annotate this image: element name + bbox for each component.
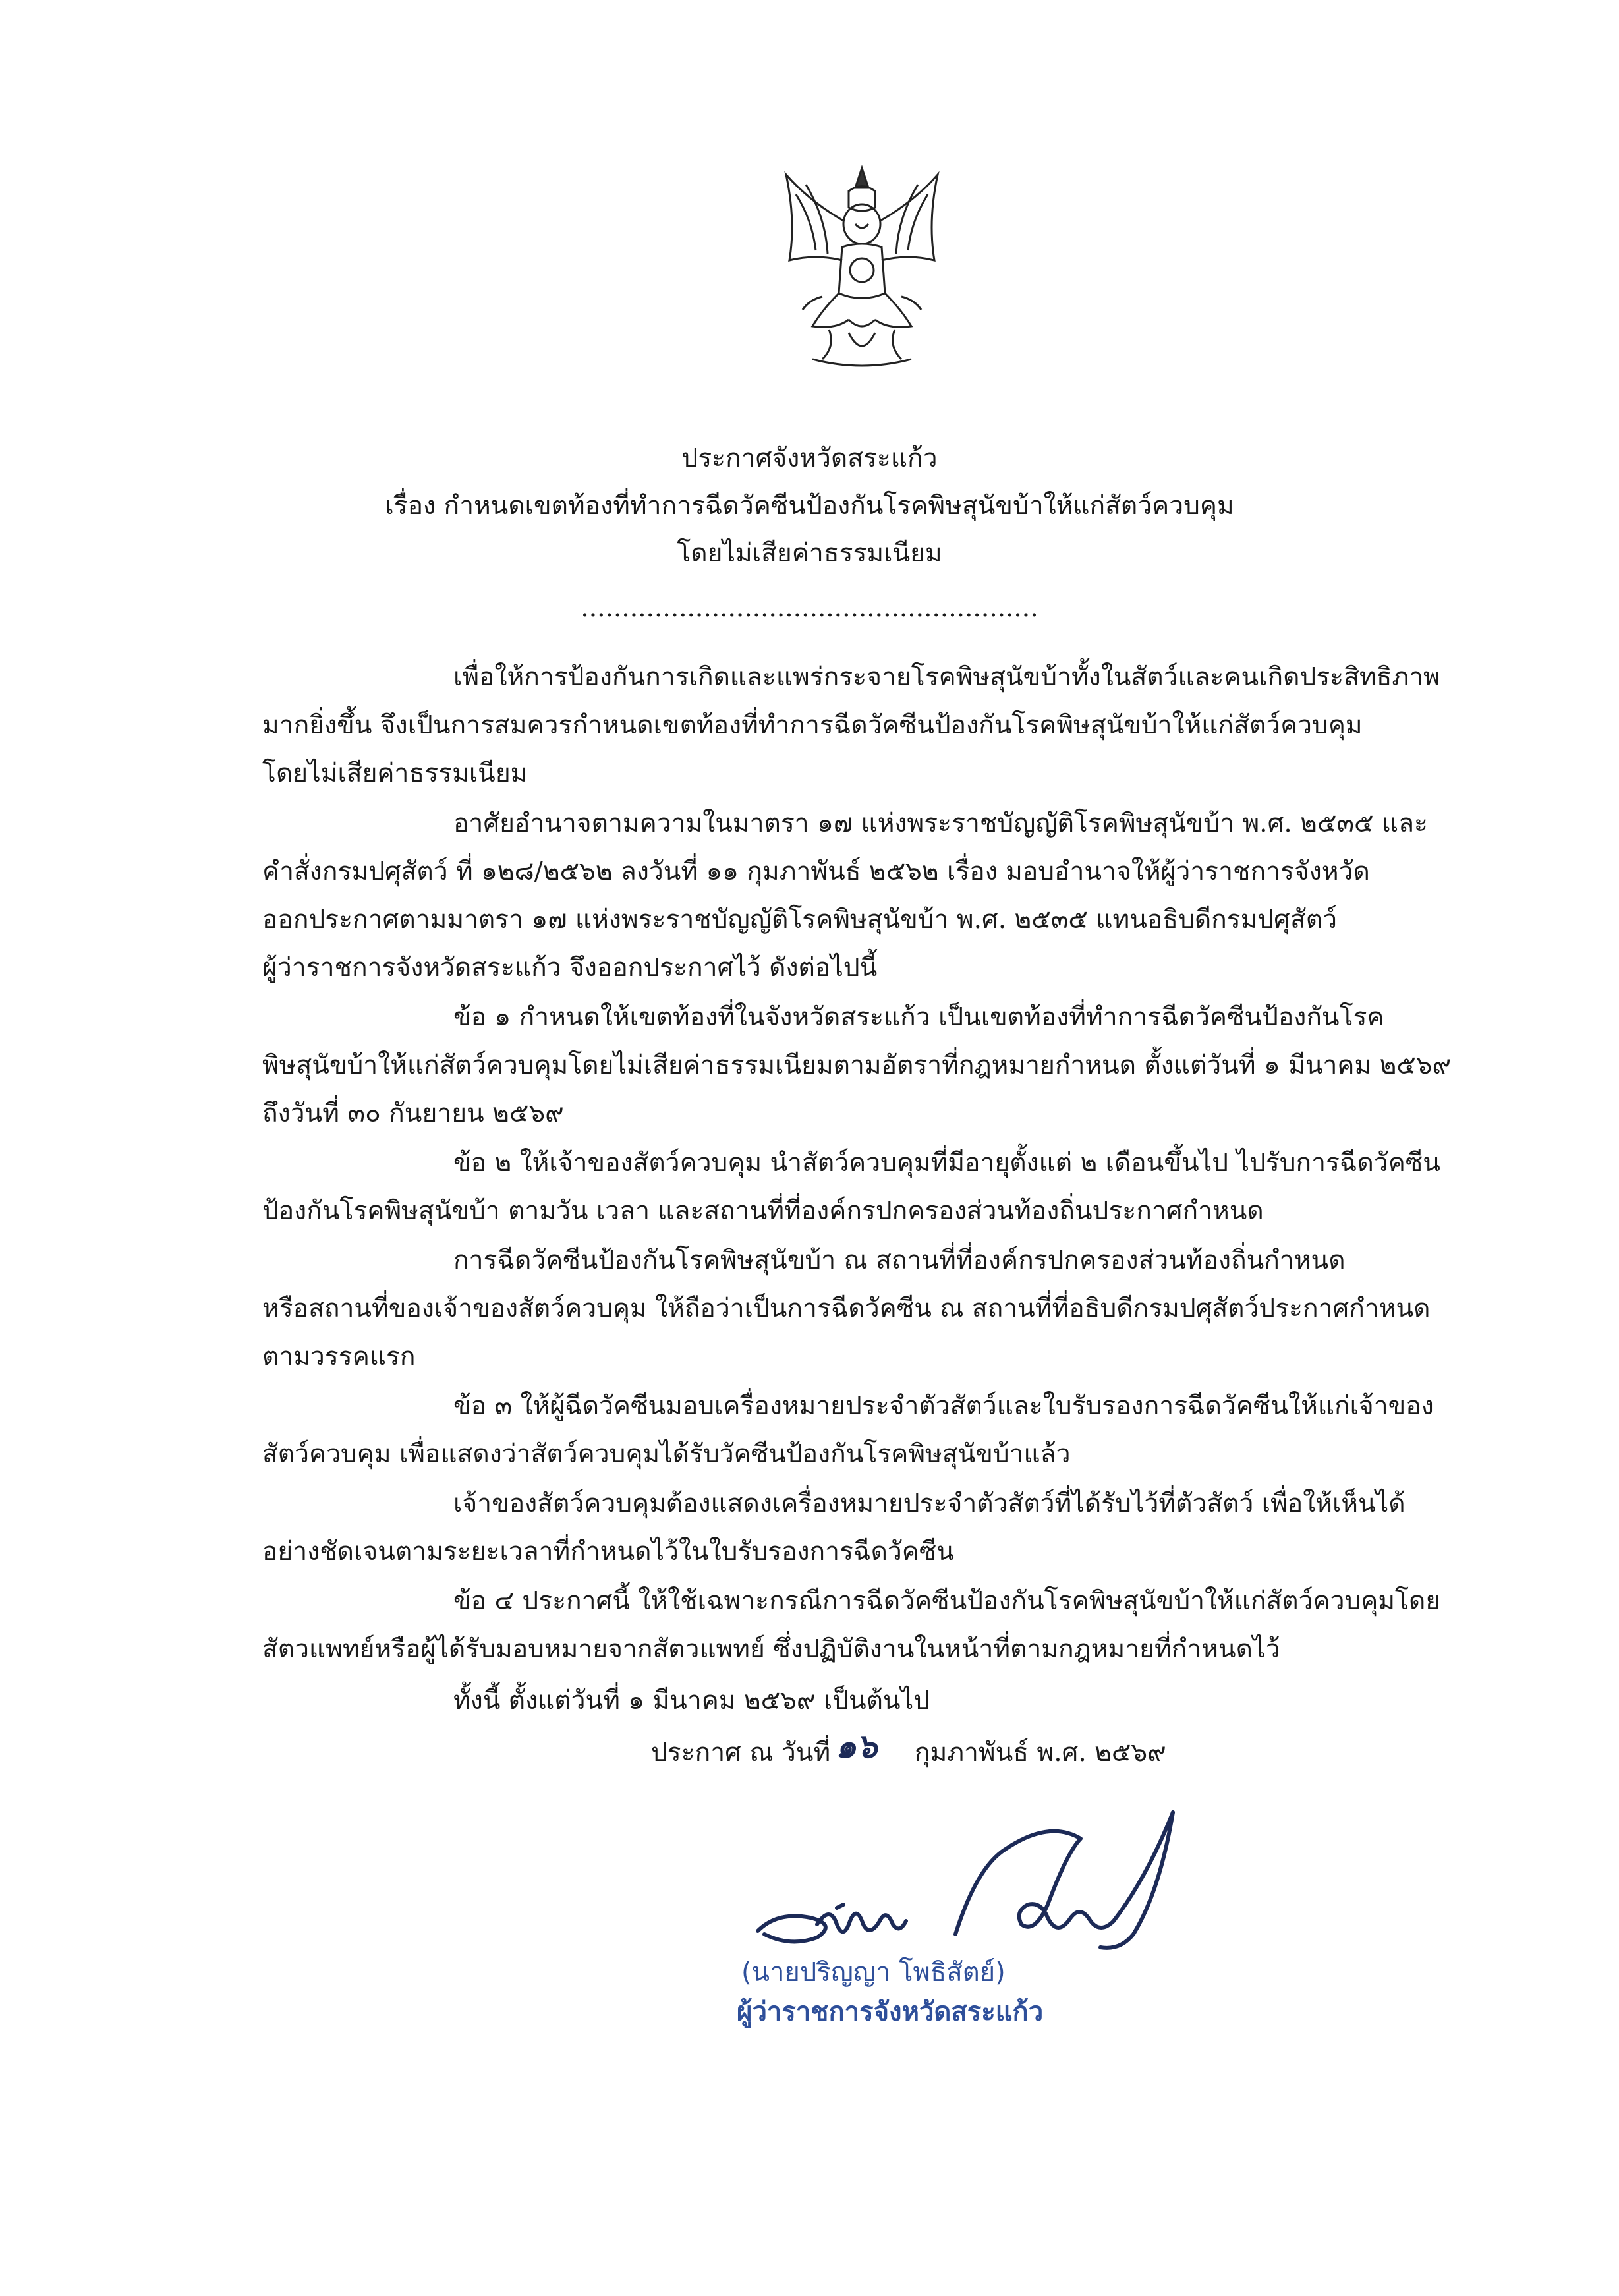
page-title: ประกาศจังหวัดสระแก้ว (681, 444, 938, 473)
body-text-line: เพื่อให้การป้องกันการเกิดและแพร่กระจายโรคพิษสุนัขบ้าทั้งในสัตว์และคนเกิดประสิทธิภาพ (453, 662, 1440, 692)
body-text-line: พิษสุนัขบ้าให้แก่สัตว์ควบคุมโดยไม่เสียค่าธรรมเนียมตามอัตราที่กฎหมายกำหนด ตั้งแต่วันที่ ๑ มีนาคม ๒๕๖๙ (262, 1050, 1452, 1080)
body-text-line: ข้อ ๔ ประกาศนี้ ให้ใช้เฉพาะกรณีการฉีดวัคซีนป้องกันโรคพิษสุนัขบ้าให้แก่สัตว์ควบคุมโดย (453, 1586, 1441, 1616)
body-text-line: หรือสถานที่ของเจ้าของสัตว์ควบคุม ให้ถือว่าเป็นการฉีดวัคซีน ณ สถานที่ที่อธิบดีกรมปศุสัตว์ประกาศกำหนด (262, 1294, 1431, 1323)
body-text-line: โดยไม่เสียค่าธรรมเนียม (262, 759, 528, 788)
body-text-line: ข้อ ๒ ให้เจ้าของสัตว์ควบคุม นำสัตว์ควบคุมที่มีอายุตั้งแต่ ๒ เดือนขึ้นไป ไปรับการฉีดวัคซีน (453, 1148, 1440, 1178)
announcement-date-prefix: ประกาศ ณ วันที่ (651, 1738, 831, 1767)
subject-line-2: โดยไม่เสียค่าธรรมเนียม (677, 538, 942, 568)
body-text-line: ข้อ ๓ ให้ผู้ฉีดวัคซีนมอบเครื่องหมายประจำตัวสัตว์และใบรับรองการฉีดวัคซีนให้แก่เจ้าของ (453, 1391, 1434, 1421)
effective-date-line: ทั้งนี้ ตั้งแต่วันที่ ๑ มีนาคม ๒๕๖๙ เป็นต้นไป (453, 1686, 930, 1715)
body-text-line: การฉีดวัคซีนป้องกันโรคพิษสุนัขบ้า ณ สถานที่ที่องค์กรปกครองส่วนท้องถิ่นกำหนด (453, 1246, 1346, 1275)
signatory-position: ผู้ว่าราชการจังหวัดสระแก้ว (737, 1997, 1044, 2027)
body-text-line: มากยิ่งขึ้น จึงเป็นการสมควรกำหนดเขตท้องที่ทำการฉีดวัคซีนป้องกันโรคพิษสุนัขบ้าให้แก่สัตว์ควบคุม (262, 710, 1363, 740)
body-text-line: อาศัยอำนาจตามความในมาตรา ๑๗ แห่งพระราชบัญญัติโรคพิษสุนัขบ้า พ.ศ. ๒๕๓๕ และ (453, 809, 1428, 838)
signatory-name: (นายปริญญา โพธิสัตย์) (741, 1957, 1006, 1988)
body-text-line: อย่างชัดเจนตามระยะเวลาที่กำหนดไว้ในใบรับรองการฉีดวัคซีน (262, 1537, 955, 1566)
body-text-line: ผู้ว่าราชการจังหวัดสระแก้ว จึงออกประกาศไว้ ดังต่อไปนี้ (262, 953, 878, 983)
body-text-line: เจ้าของสัตว์ควบคุมต้องแสดงเครื่องหมายประจำตัวสัตว์ที่ได้รับไว้ที่ตัวสัตว์ เพื่อให้เห็นได้ (453, 1489, 1406, 1518)
body-text-line: ป้องกันโรคพิษสุนัขบ้า ตามวัน เวลา และสถานที่ที่องค์กรปกครองส่วนท้องถิ่นประกาศกำหนด (262, 1196, 1264, 1226)
body-text-line: ออกประกาศตามมาตรา ๑๗ แห่งพระราชบัญญัติโรคพิษสุนัขบ้า พ.ศ. ๒๕๓๕ แทนอธิบดีกรมปศุสัตว์ (262, 905, 1337, 934)
subject-line-1: เรื่อง กำหนดเขตท้องที่ทำการฉีดวัคซีนป้องกันโรคพิษสุนัขบ้าให้แก่สัตว์ควบคุม (385, 491, 1234, 521)
header-divider: ........................................................ (581, 593, 1038, 623)
body-text-line: ถึงวันที่ ๓๐ กันยายน ๒๕๖๙ (262, 1099, 564, 1128)
handwritten-day: ๑๖ (836, 1727, 878, 1765)
body-text-line: คำสั่งกรมปศุสัตว์ ที่ ๑๒๘/๒๕๖๒ ลงวันที่ ๑๑ กุมภาพันธ์ ๒๕๖๒ เรื่อง มอบอำนาจให้ผู้ว่าราชการจังหวัด (262, 857, 1370, 886)
body-text-line: ข้อ ๑ กำหนดให้เขตท้องที่ในจังหวัดสระแก้ว เป็นเขตท้องที่ทำการฉีดวัคซีนป้องกันโรค (453, 1002, 1384, 1032)
body-text-line: สัตวแพทย์หรือผู้ได้รับมอบหมายจากสัตวแพทย์ ซึ่งปฏิบัติงานในหน้าที่ตามกฎหมายที่กำหนดไว้ (262, 1634, 1280, 1664)
body-text-line: ตามวรรคแรก (262, 1342, 416, 1371)
body-text-line: สัตว์ควบคุม เพื่อแสดงว่าสัตว์ควบคุมได้รับวัคซีนป้องกันโรคพิษสุนัขบ้าแล้ว (262, 1439, 1071, 1469)
handwritten-signature (738, 1793, 1212, 1964)
announcement-date-suffix: กุมภาพันธ์ พ.ศ. ๒๕๖๙ (915, 1738, 1166, 1767)
garuda-emblem-icon (750, 161, 974, 386)
